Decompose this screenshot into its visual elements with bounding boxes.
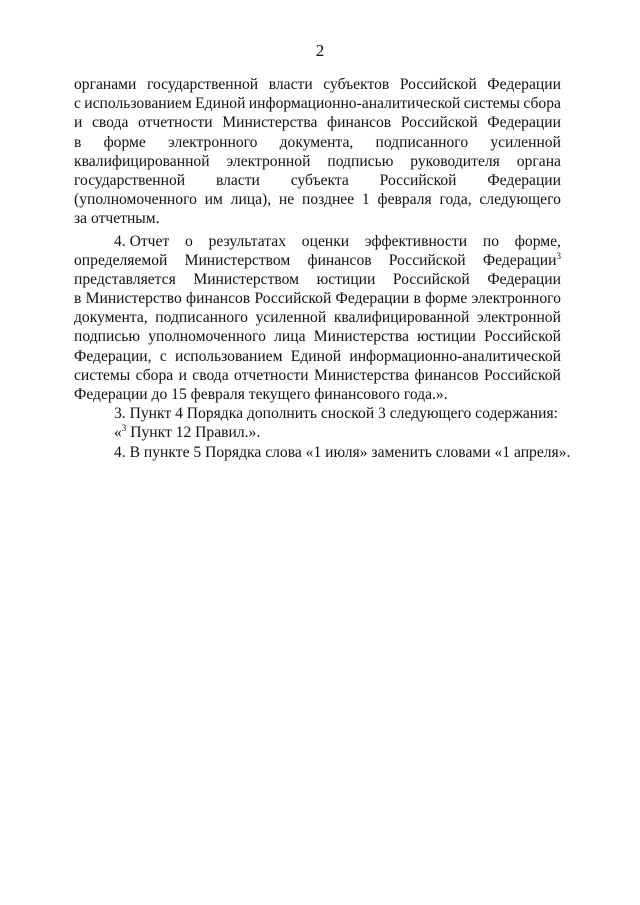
word: представляется [74, 270, 176, 288]
paragraph2-line [74, 347, 561, 366]
word: Федерации [487, 76, 561, 93]
word: подписью [327, 152, 394, 170]
word: Российской [392, 270, 470, 288]
word: органа [516, 152, 561, 170]
paragraph1-line [74, 75, 561, 94]
word: документа, [74, 309, 148, 327]
paragraph1-line [74, 190, 561, 209]
word: не [278, 191, 295, 209]
page-number: 2 [315, 41, 325, 60]
word: Российской [484, 328, 561, 346]
footnote-mark: 3 [556, 250, 561, 261]
word: Федерации [335, 290, 410, 308]
word: финансов [327, 114, 392, 132]
word: Министерством [193, 270, 300, 288]
word: подписью [74, 328, 140, 346]
word: Федерации$^3$ [482, 250, 561, 269]
word: позднее [301, 191, 355, 209]
word: Федерации [487, 114, 561, 132]
word: использованием [84, 95, 192, 113]
word: Российской [399, 76, 477, 93]
word: и [178, 366, 187, 384]
word: результатах [208, 232, 287, 250]
word: электронной [226, 152, 311, 170]
word: Российской [388, 251, 466, 269]
word: форме [103, 133, 146, 151]
item-3-quote [74, 423, 561, 442]
word: Российской [254, 290, 332, 308]
word: документа, [279, 133, 354, 151]
word: Министерством [184, 251, 291, 269]
word: эффективности [364, 232, 468, 250]
paragraph2-line [74, 308, 561, 327]
paragraph-2 [74, 232, 561, 386]
footnote-mark: 3 [121, 423, 127, 434]
word: Министерства [313, 328, 409, 346]
word: в [413, 290, 421, 308]
word: о [185, 232, 193, 250]
word: квалифицированной [74, 152, 210, 170]
word: усиленной [490, 133, 561, 151]
word: определяемой [74, 251, 168, 269]
paragraph1-line [74, 113, 561, 132]
word: в [74, 133, 82, 151]
word: форме, [514, 232, 561, 250]
item-4-text: 4. В пункте 5 Порядка слова «1 июля» заменить словами «1 апреля». [114, 443, 571, 461]
word: им [204, 191, 223, 209]
word: электронного [168, 133, 258, 151]
paragraph-2-last-line: Федерации до 15 февраля текущего финансового года.». [74, 386, 448, 403]
paragraph-1-last-line: за отчетным. [74, 210, 160, 228]
word: Министерства [222, 114, 318, 132]
word: Министерства [314, 366, 410, 384]
paragraph1-line [74, 171, 561, 190]
paragraph1-line [74, 133, 561, 152]
word: юстиции [417, 328, 476, 346]
word: и [74, 114, 83, 132]
paragraph1-line [74, 94, 561, 113]
word: Федерации [487, 171, 561, 189]
paragraph2-line [74, 232, 561, 251]
word: следующего [479, 191, 561, 209]
word: системы [463, 95, 521, 113]
word: электронного [471, 290, 561, 308]
word: лица [274, 328, 306, 346]
paragraph2-line [74, 366, 561, 385]
word: Российской [379, 171, 457, 189]
word: Российской [484, 366, 561, 384]
word: государственной [74, 171, 186, 189]
quote-text: Пункт 12 Правил.». [126, 424, 261, 442]
word: юстиции [316, 270, 376, 288]
word: субъектов [323, 76, 390, 93]
item-3-text: 3. Пункт 4 Порядка дополнить сноской 3 следующего содержания: [114, 405, 558, 423]
word: в [74, 290, 82, 308]
word: финансов [414, 366, 479, 384]
word: подписанного [155, 309, 248, 327]
word: власти [215, 171, 260, 189]
word: Российской [400, 114, 478, 132]
word: информационно-аналитической [349, 347, 561, 365]
word: органами [74, 76, 137, 93]
word: информационно-аналитической [248, 95, 461, 113]
word: власти [268, 76, 313, 93]
word: Единой [290, 347, 342, 365]
quote-open: « [114, 424, 122, 442]
paragraph2-line [74, 270, 561, 289]
word: Единой [195, 95, 246, 113]
word: усиленной [255, 309, 327, 327]
word: использованием [175, 347, 283, 365]
word: свода [192, 366, 229, 384]
word: сбора [523, 95, 561, 113]
word: электронной [477, 309, 561, 327]
paragraph-1 [74, 75, 561, 209]
word: отчетности [234, 366, 309, 384]
word: подписанного [375, 133, 469, 151]
word: свода [91, 114, 129, 132]
word: 1 [361, 191, 370, 209]
word: субъекта [290, 171, 349, 189]
word: 4. Отчет [114, 232, 170, 250]
word: Федерации, [74, 347, 152, 365]
paragraph2-line [74, 327, 561, 346]
paragraph1-line [74, 152, 561, 171]
word: (уполномоченного [74, 191, 197, 209]
paragraph2-line [74, 251, 561, 270]
paragraph2-line [74, 289, 561, 308]
word: с [74, 95, 81, 113]
word: Федерации [487, 270, 561, 288]
word: финансов [186, 290, 251, 308]
word: сбора [135, 366, 174, 384]
word: с [159, 347, 167, 365]
word: форме [425, 290, 468, 308]
word: руководителя [410, 152, 500, 170]
word: финансов [307, 251, 372, 269]
word: квалифицированной [333, 309, 470, 327]
word: системы [74, 366, 131, 384]
word: отчетности [138, 114, 213, 132]
word: февраля [377, 191, 432, 209]
word: уполномоченного [148, 328, 266, 346]
word: оценки [301, 232, 350, 250]
word: года, [439, 191, 472, 209]
document-body [74, 75, 571, 462]
word: лица), [230, 191, 272, 209]
word: государственной [146, 76, 259, 93]
word: по [482, 232, 500, 250]
word: Министерство [85, 290, 182, 308]
